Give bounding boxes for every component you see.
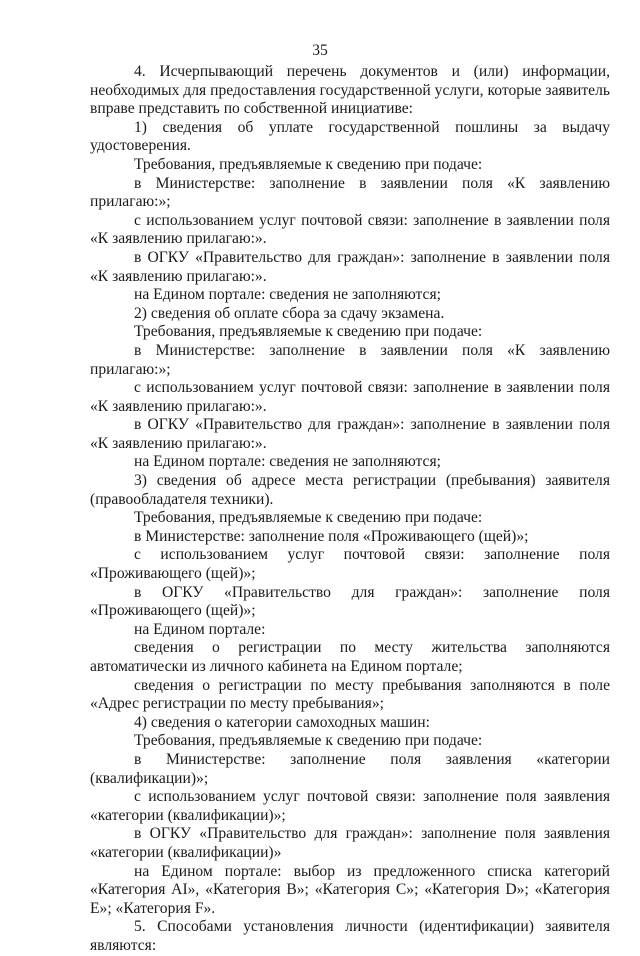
paragraph-requirements-heading: Требования, предъявляемые к сведению при подаче:: [134, 732, 483, 750]
paragraph-item-5: 5. Способами установления личности (идентификации) заявителя являются:: [90, 918, 610, 954]
paragraph-postal: с использованием услуг почтовой связи: заполнение поля «Проживающего (щей)»;: [90, 546, 610, 583]
paragraph-requirements-heading: Требования, предъявляемые к сведению при подаче:: [134, 155, 483, 173]
paragraph-portal-residence: сведения о регистрации по месту жительства заполняются автоматически из личного кабинета на Едином портале;: [90, 639, 610, 675]
paragraph-portal: на Едином портале: сведения не заполняются;: [134, 453, 441, 471]
paragraph-subitem-2: 2) сведения об оплате сбора за сдачу экзамена.: [134, 304, 445, 322]
paragraph-ministry: в Министерстве: заполнение в заявлении поля «К заявлению прилагаю:»;: [90, 341, 610, 378]
paragraph-item-4: 4. Исчерпывающий перечень документов и (или) информации, необходимых для предоставления государственной услуги, которые заявитель вправе представить по собственной инициативе:: [90, 63, 610, 118]
paragraph-ogku: в ОГКУ «Правительство для граждан»: заполнение поля заявления «категории (квалификации)»: [90, 825, 610, 861]
paragraph-subitem-4: 4) сведения о категории самоходных машин:: [134, 713, 430, 731]
paragraph-ministry: в Министерстве: заполнение поля заявления «категории (квалификации)»;: [90, 750, 610, 787]
document-body: [90, 63, 610, 956]
paragraph-postal: с использованием услуг почтовой связи: заполнение поля заявления «категории (квалификации)»;: [90, 788, 610, 824]
paragraph-postal: с использованием услуг почтовой связи: заполнение в заявлении поля «К заявлению прилагаю:».: [90, 211, 610, 248]
paragraph-subitem-1: 1) сведения об уплате государственной пошлины за выдачу удостоверения.: [90, 118, 610, 155]
paragraph-requirements-heading: Требования, предъявляемые к сведению при подаче:: [134, 509, 483, 527]
paragraph-postal: с использованием услуг почтовой связи: заполнение в заявлении поля «К заявлению прилагаю:».: [90, 379, 610, 415]
paragraph-portal: на Едином портале: выбор из предложенного списка категорий «Категория AI», «Категория B»; «Категория C»; «Категория D»; «Категория E»; «Категория F».: [90, 862, 610, 917]
page-number: 35: [312, 42, 328, 59]
paragraph-subitem-3: 3) сведения об адресе места регистрации (пребывания) заявителя (правообладателя техники).: [90, 472, 610, 508]
paragraph-ministry: в Министерстве: заполнение в заявлении поля «К заявлению прилагаю:»;: [90, 174, 610, 211]
paragraph-ministry: в Министерстве: заполнение поля «Проживающего (щей)»;: [134, 527, 529, 545]
paragraph-ogku: в ОГКУ «Правительство для граждан»: заполнение в заявлении поля «К заявлению прилагаю:».: [90, 416, 610, 452]
paragraph-portal-stay: сведения о регистрации по месту пребывания заполняются в поле «Адрес регистрации по месту пребывания»;: [90, 676, 610, 713]
paragraph-portal: на Едином портале: сведения не заполняются;: [134, 286, 441, 304]
paragraph-portal: на Едином портале:: [134, 620, 266, 638]
paragraph-ogku: в ОГКУ «Правительство для граждан»: заполнение в заявлении поля «К заявлению прилагаю:».: [90, 248, 610, 285]
paragraph-ogku: в ОГКУ «Правительство для граждан»: заполнение поля «Проживающего (щей)»;: [90, 583, 610, 620]
paragraph-requirements-heading: Требования, предъявляемые к сведению при подаче:: [134, 323, 483, 341]
